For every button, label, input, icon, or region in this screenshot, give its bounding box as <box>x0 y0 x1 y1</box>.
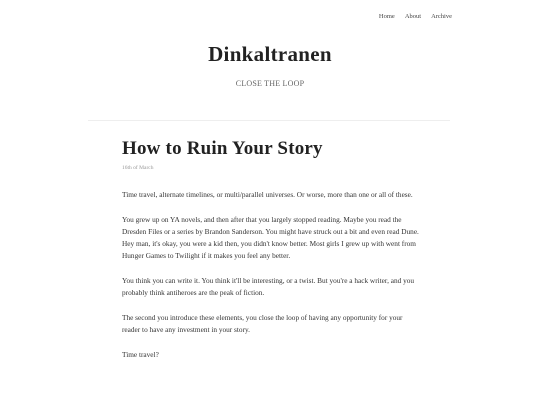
nav-home-link[interactable]: Home <box>378 13 395 20</box>
post-article <box>122 136 422 374</box>
post-body <box>122 189 422 361</box>
header-divider <box>88 120 450 121</box>
nav-archive-link[interactable]: Archive <box>431 13 452 20</box>
post-paragraph: You think you can write it. You think it'll be interesting, or a twist. But you're a hack writer, and you probably think antiheroes are the peak of fiction. <box>122 276 415 298</box>
post-date: 16th of March <box>122 165 154 171</box>
post-paragraph: Time travel? <box>122 349 159 359</box>
nav-about-link[interactable]: About <box>404 13 422 20</box>
site-tagline: CLOSE THE LOOP <box>235 79 305 88</box>
post-paragraph: The second you introduce these elements, you close the loop of having any opportunity for your reader to have any investment in your story. <box>122 312 403 335</box>
site-title[interactable]: Dinkaltranen <box>208 42 332 66</box>
post-title[interactable]: How to Ruin Your Story <box>122 138 323 159</box>
post-paragraph: Time travel, alternate timelines, or multi/parallel universes. Or worse, more than one or all of these. <box>122 190 413 199</box>
post-paragraph: You grew up on YA novels, and then after that you largely stopped reading. Maybe you read the Dresden Files or a series by Brandon Sanderson. You might have struck out a bit and even read Dune. Hey man, it's okay, you were a kid then, you didn't know better. Most girls I grew up with went from Hunger Games to Twilight if it makes you feel any better. <box>122 214 419 261</box>
top-navigation <box>379 13 452 20</box>
